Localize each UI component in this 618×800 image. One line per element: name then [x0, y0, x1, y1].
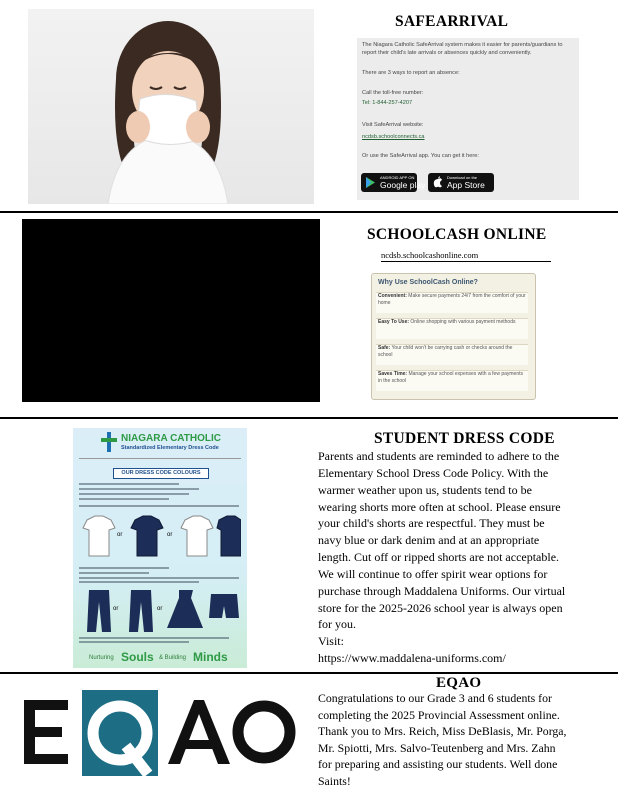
google-play-icon — [365, 177, 376, 188]
body-line: warmer weather upon us, students tend to be — [318, 482, 532, 497]
body-line: navy blue or dark denim and at an appropriate — [318, 533, 540, 548]
benefit-text: Online shopping with various payment methods — [410, 319, 516, 325]
body-line: your child's shorts are respectful. They must be — [318, 516, 545, 531]
panel-line: Call the toll-free number: — [362, 90, 424, 96]
dress-code-title: STUDENT DRESS CODE — [374, 430, 555, 447]
benefit-head: Convenient: — [378, 293, 407, 299]
flyer-fine-print — [79, 482, 241, 510]
body-line: We will continue to offer spirit wear options for — [318, 566, 548, 581]
schoolcash-benefits-card — [371, 273, 536, 400]
apple-icon — [433, 176, 443, 188]
google-play-label: Google play — [380, 180, 426, 190]
dress-code-body — [318, 448, 608, 667]
body-line: length. Cut off or ripped shorts are not acceptable. — [318, 550, 560, 565]
flyer-colours-label: OUR DRESS CODE COLOURS — [113, 468, 209, 479]
shirts-illustration — [81, 514, 241, 558]
card-title: Why Use SchoolCash Online? — [378, 279, 478, 286]
body-line: completing the 2025 Provincial Assessment online. — [318, 707, 560, 722]
footer-word: & Building — [159, 655, 187, 661]
body-line: for preparing and assisting our students. Well done — [318, 757, 558, 771]
section-divider — [0, 672, 618, 674]
flyer-brand: NIAGARA CATHOLIC — [121, 433, 221, 444]
or-label: or — [157, 606, 163, 612]
body-line: wearing shorts more often at school. Please ensure — [318, 499, 561, 514]
eqao-title: EQAO — [436, 675, 482, 691]
eqao-body — [318, 690, 610, 789]
benefit-item — [376, 318, 528, 339]
schoolcash-video-area — [22, 219, 320, 402]
app-store-top: Download on the — [447, 175, 478, 180]
body-line: Thank you to Mrs. Reich, Miss DeBlasis, Mr. Porga, — [318, 724, 567, 738]
panel-line: report their child's late arrivals or absences quickly and conveniently. — [362, 50, 532, 56]
body-line: Parents and students are reminded to adhere to the — [318, 449, 560, 463]
body-line: Visit: — [318, 634, 344, 649]
phone-number: Tel: 1-844-257-4207 — [362, 100, 413, 106]
flyer-subtitle: Standardized Elementary Dress Code — [121, 445, 219, 451]
app-store-badge[interactable] — [428, 173, 494, 192]
body-line: for you. — [318, 617, 356, 632]
benefit-item — [376, 370, 528, 391]
flyer-fine-print — [79, 566, 241, 584]
schoolcash-title: SCHOOLCASH ONLINE — [367, 226, 547, 243]
dress-code-flyer — [73, 428, 247, 668]
flyer-text-lines — [79, 458, 241, 465]
panel-line: There are 3 ways to report an absence: — [362, 70, 460, 76]
footer-word: Souls — [121, 650, 154, 664]
or-label: or — [117, 532, 123, 538]
body-line: Congratulations to our Grade 3 and 6 students for — [318, 691, 552, 705]
or-label: or — [167, 532, 173, 538]
benefit-text: Manage your school expenses with a few payments in the school — [378, 371, 523, 384]
benefit-text: Make secure payments 24/7 from the comfort of your home — [378, 293, 526, 306]
safearrival-title: SAFEARRIVAL — [395, 13, 509, 30]
benefit-head: Easy To Use: — [378, 319, 410, 325]
flyer-fine-print — [79, 636, 241, 644]
eqao-logo — [22, 688, 298, 778]
body-line: Elementary School Dress Code Policy. With the — [318, 465, 549, 480]
section-divider — [0, 211, 618, 213]
footer-word: Nurturing — [89, 655, 114, 661]
section-divider — [0, 417, 618, 419]
footer-word: Minds — [193, 650, 228, 664]
body-line: purchase through Maddalena Uniforms. Our virtual — [318, 583, 566, 598]
benefit-item — [376, 344, 528, 365]
panel-line: Or use the SafeArrival app. You can get it here: — [362, 153, 479, 159]
benefit-head: Safe: — [378, 345, 391, 351]
benefit-head: Saves Time: — [378, 371, 408, 377]
maddalena-link[interactable]: https://www.maddalena-uniforms.com/ — [318, 651, 506, 666]
body-line: Saints! — [318, 773, 351, 788]
google-play-top: ANDROID APP ON — [380, 175, 415, 180]
app-store-label: App Store — [447, 180, 485, 190]
safearrival-website-link[interactable]: ncdsb.schoolconnects.ca — [362, 134, 425, 140]
benefit-text: Your child won't be carrying cash or checks around the school — [378, 345, 513, 358]
eqao-logo-graphic — [22, 688, 298, 778]
niagara-catholic-cross-icon — [101, 432, 117, 452]
panel-line: The Niagara Catholic SafeArrival system makes it easier for parents/guardians to — [362, 42, 563, 48]
google-play-badge[interactable] — [361, 173, 426, 192]
child-tissue-photo — [28, 9, 314, 204]
body-line: store for the 2025-2026 school year is always open — [318, 600, 563, 615]
benefit-item — [376, 292, 528, 313]
or-label: or — [113, 606, 119, 612]
flyer-footer — [73, 648, 247, 668]
panel-line: Visit SafeArrival website: — [362, 122, 424, 128]
safearrival-info-panel — [357, 38, 579, 200]
body-line: Mr. Spiotti, Mrs. Salvo-Teutenberg and Mrs. Zahn — [318, 740, 556, 755]
schoolcash-website-link[interactable]: ncdsb.schoolcashonline.com — [381, 250, 551, 262]
